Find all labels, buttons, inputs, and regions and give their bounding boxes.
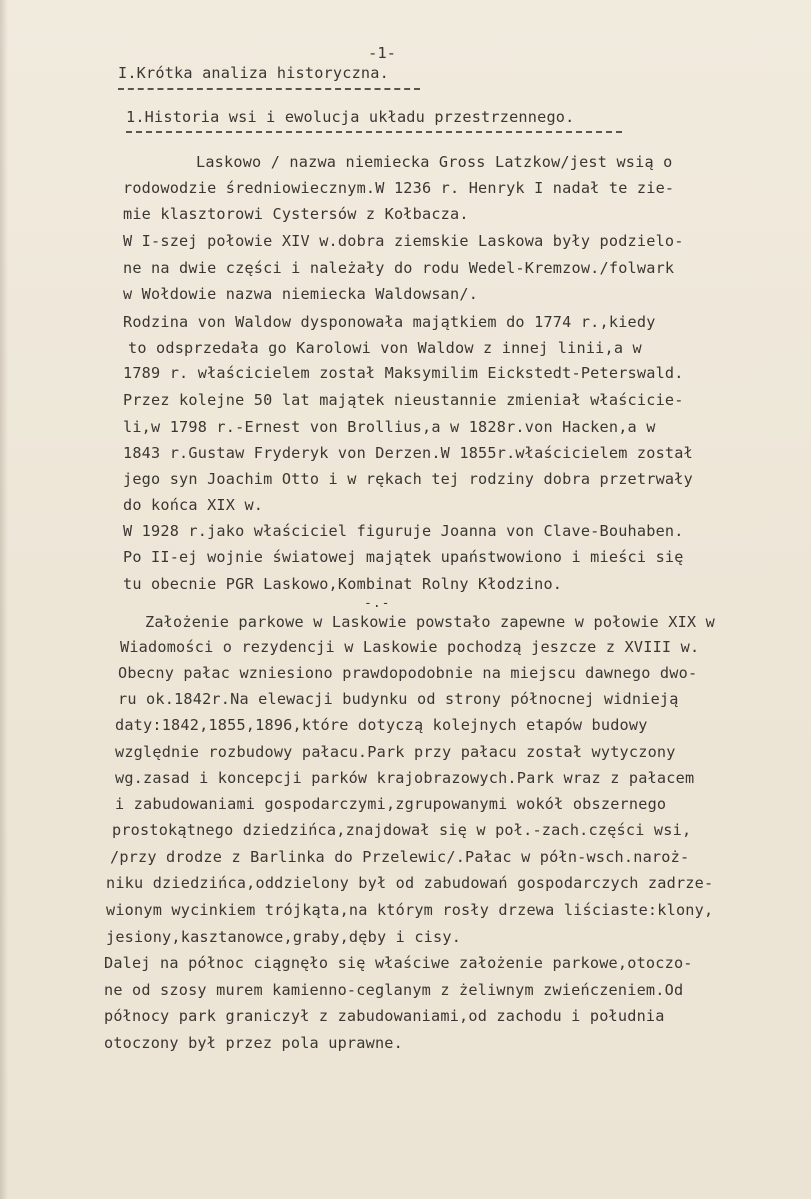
text-line: /przy drodze z Barlinka do Przelewic/.Pałac w półn-wsch.naroż-: [110, 848, 690, 866]
text-line: prostokątnego dziedzińca,znajdował się w poł.-zach.części wsi,: [112, 821, 692, 839]
page-number: -1-: [368, 44, 396, 62]
text-line: wg.zasad i koncepcji parków krajobrazowych.Park wraz z pałacem: [115, 769, 695, 787]
text-line: Dalej na północ ciągnęło się właściwe założenie parkowe,otoczo-: [104, 954, 693, 972]
text-line: W 1928 r.jako właściciel figuruje Joanna von Clave-Bouhaben.: [123, 522, 684, 540]
text-line: ne od szosy murem kamienno-ceglanym z żeliwnym zwieńczeniem.Od: [104, 981, 684, 999]
text-line: ne na dwie części i należały do rodu Wedel-Kremzow./folwark: [123, 259, 675, 277]
text-line: w Wołdowie nazwa niemiecka Waldowsan/.: [123, 285, 479, 303]
text-line: ru ok.1842r.Na elewacji budynku od strony północnej widnieją: [118, 690, 679, 708]
section-title: I.Krótka analiza historyczna.: [118, 64, 389, 82]
text-line: jego syn Joachim Otto i w rękach tej rodziny dobra przetrwały: [123, 470, 693, 488]
text-line: północy park graniczył z zabudowaniami,od zachodu i południa: [104, 1007, 665, 1025]
section-separator: -.-: [364, 596, 391, 611]
text-line: Laskowo / nazwa niemiecka Gross Latzkow/jest wsią o: [196, 153, 673, 171]
text-line: 1843 r.Gustaw Fryderyk von Derzen.W 1855r.właścicielem został: [123, 444, 693, 462]
text-line: 1789 r. właścicielem został Maksymilim Eickstedt-Peterswald.: [123, 364, 684, 382]
page-edge-shadow: [0, 0, 8, 1199]
text-line: Rodzina von Waldow dysponowała majątkiem do 1774 r.,kiedy: [123, 313, 656, 331]
text-line: wionym wycinkiem trójkąta,na którym rosły drzewa liściaste:klony,: [106, 901, 714, 919]
text-line: Przez kolejne 50 lat majątek nieustannie zmieniał właściciе-: [123, 391, 684, 409]
text-line: i zabudowaniami gospodarczymi,zgrupowanymi wokół obszernego: [115, 795, 667, 813]
text-line: otoczony był przez pola uprawne.: [104, 1034, 403, 1052]
text-line: do końca XIX w.: [123, 496, 264, 514]
subsection-title-underline: [126, 131, 622, 133]
text-line: daty:1842,1855,1896,które dotyczą kolejnych etapów budowy: [115, 716, 648, 734]
subsection-title: 1.Historia wsi i ewolucja układu przestrzennego.: [126, 108, 575, 126]
text-line: jesiony,kasztanowce,graby,dęby i cisy.: [106, 928, 462, 946]
text-line: rodowodzie średniowiecznym.W 1236 r. Henryk I nadał te zie-: [123, 179, 675, 197]
text-line: względnie rozbudowy pałacu.Park przy pałacu został wytyczony: [115, 743, 676, 761]
text-line: to odsprzedała go Karolowi von Waldow z innej linii,a w: [128, 339, 642, 357]
text-line: niku dziedzińca,oddzielony był od zabudowań gospodarczych zadrze-: [106, 874, 714, 892]
text-line: tu obecnie PGR Laskowo,Kombinat Rolny Kłodzino.: [123, 575, 563, 593]
text-line: li,w 1798 r.-Ernest von Brollius,a w 1828r.von Hacken,a w: [123, 418, 656, 436]
section-title-underline: [118, 88, 420, 90]
text-line: mie klasztorowi Cystersów z Kołbacza.: [123, 205, 469, 223]
text-line: Wiadomości o rezydencji w Laskowie pochodzą jeszcze z XVIII w.: [120, 638, 700, 656]
text-line: Założenie parkowe w Laskowie powstało zapewne w połowie XIX w: [145, 613, 715, 631]
text-line: Obecny pałac wzniesiono prawdopodobnie na miejscu dawnego dwo-: [118, 664, 698, 682]
text-line: Po II-ej wojnie światowej majątek upaństwowiono i mieści się: [123, 548, 684, 566]
text-line: W I-szej połowie XIV w.dobra ziemskie Laskowa były podzielo-: [123, 232, 684, 250]
